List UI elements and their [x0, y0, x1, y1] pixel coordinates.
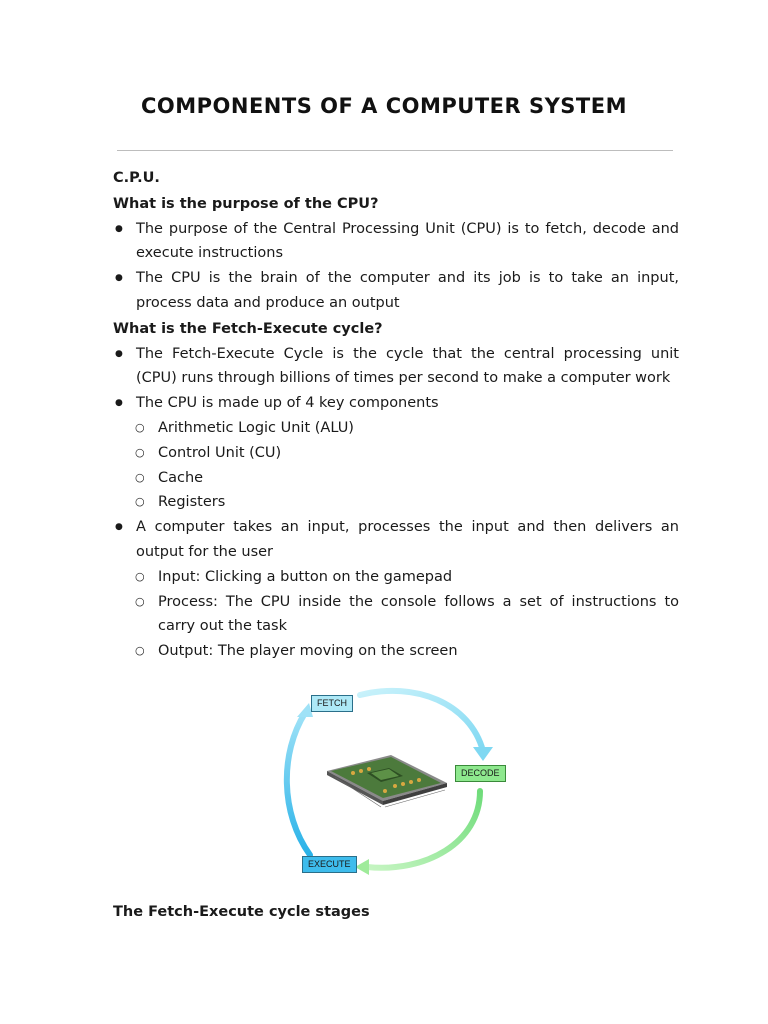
cycle-list — [113, 342, 679, 416]
main-content — [113, 166, 679, 664]
sub-list-item: ○ Control Unit (CU) — [135, 441, 679, 466]
arrow-execute-to-fetch — [287, 713, 310, 855]
sub-list-item: ○ Arithmetic Logic Unit (ALU) — [135, 416, 679, 441]
purpose-list — [113, 217, 679, 316]
fetch-label: FETCH — [311, 695, 353, 712]
sub-list-item: ○ Process: The CPU inside the console follows a set of instructions to carry out the task — [135, 590, 679, 640]
arrow-fetch-to-decode — [360, 691, 483, 751]
title-divider — [117, 150, 673, 151]
sub-list-item: ○ Cache — [135, 466, 679, 491]
list-item: ● The CPU is the brain of the computer and its job is to take an input, process data and produce an output — [113, 266, 679, 316]
question-heading-purpose: What is the purpose of the CPU? — [113, 195, 379, 212]
execute-label: EXECUTE — [302, 856, 357, 873]
section-label: C.P.U. — [113, 170, 160, 186]
examples-list — [135, 565, 679, 664]
sub-list-item: ○ Registers — [135, 490, 679, 515]
cpu-chip-icon — [327, 755, 447, 807]
list-item: ● A computer takes an input, processes the input and then delivers an output for the user — [113, 515, 679, 565]
section-heading-stages: The Fetch-Execute cycle stages — [113, 904, 370, 920]
question-heading-cycle: What is the Fetch-Execute cycle? — [113, 320, 383, 337]
arrow-head-execute — [355, 859, 369, 875]
sub-list-item: ○ Input: Clicking a button on the gamepad — [135, 565, 679, 590]
list-item: ● The purpose of the Central Processing Unit (CPU) is to fetch, decode and execute instructions — [113, 217, 679, 267]
page-title: COMPONENTS OF A COMPUTER SYSTEM — [140, 94, 627, 118]
decode-label: DECODE — [455, 765, 506, 782]
list-item: ● The Fetch-Execute Cycle is the cycle that the central processing unit (CPU) runs through billions of times per second to make a computer work — [113, 342, 679, 392]
fetch-execute-diagram — [275, 683, 515, 895]
list-item-text: The CPU is made up of 4 key components — [136, 395, 439, 412]
io-list — [113, 515, 679, 565]
arrow-head-decode — [473, 747, 493, 761]
components-list — [135, 416, 679, 515]
list-item — [113, 391, 679, 416]
sub-list-item: ○ Output: The player moving on the screen — [135, 639, 679, 664]
